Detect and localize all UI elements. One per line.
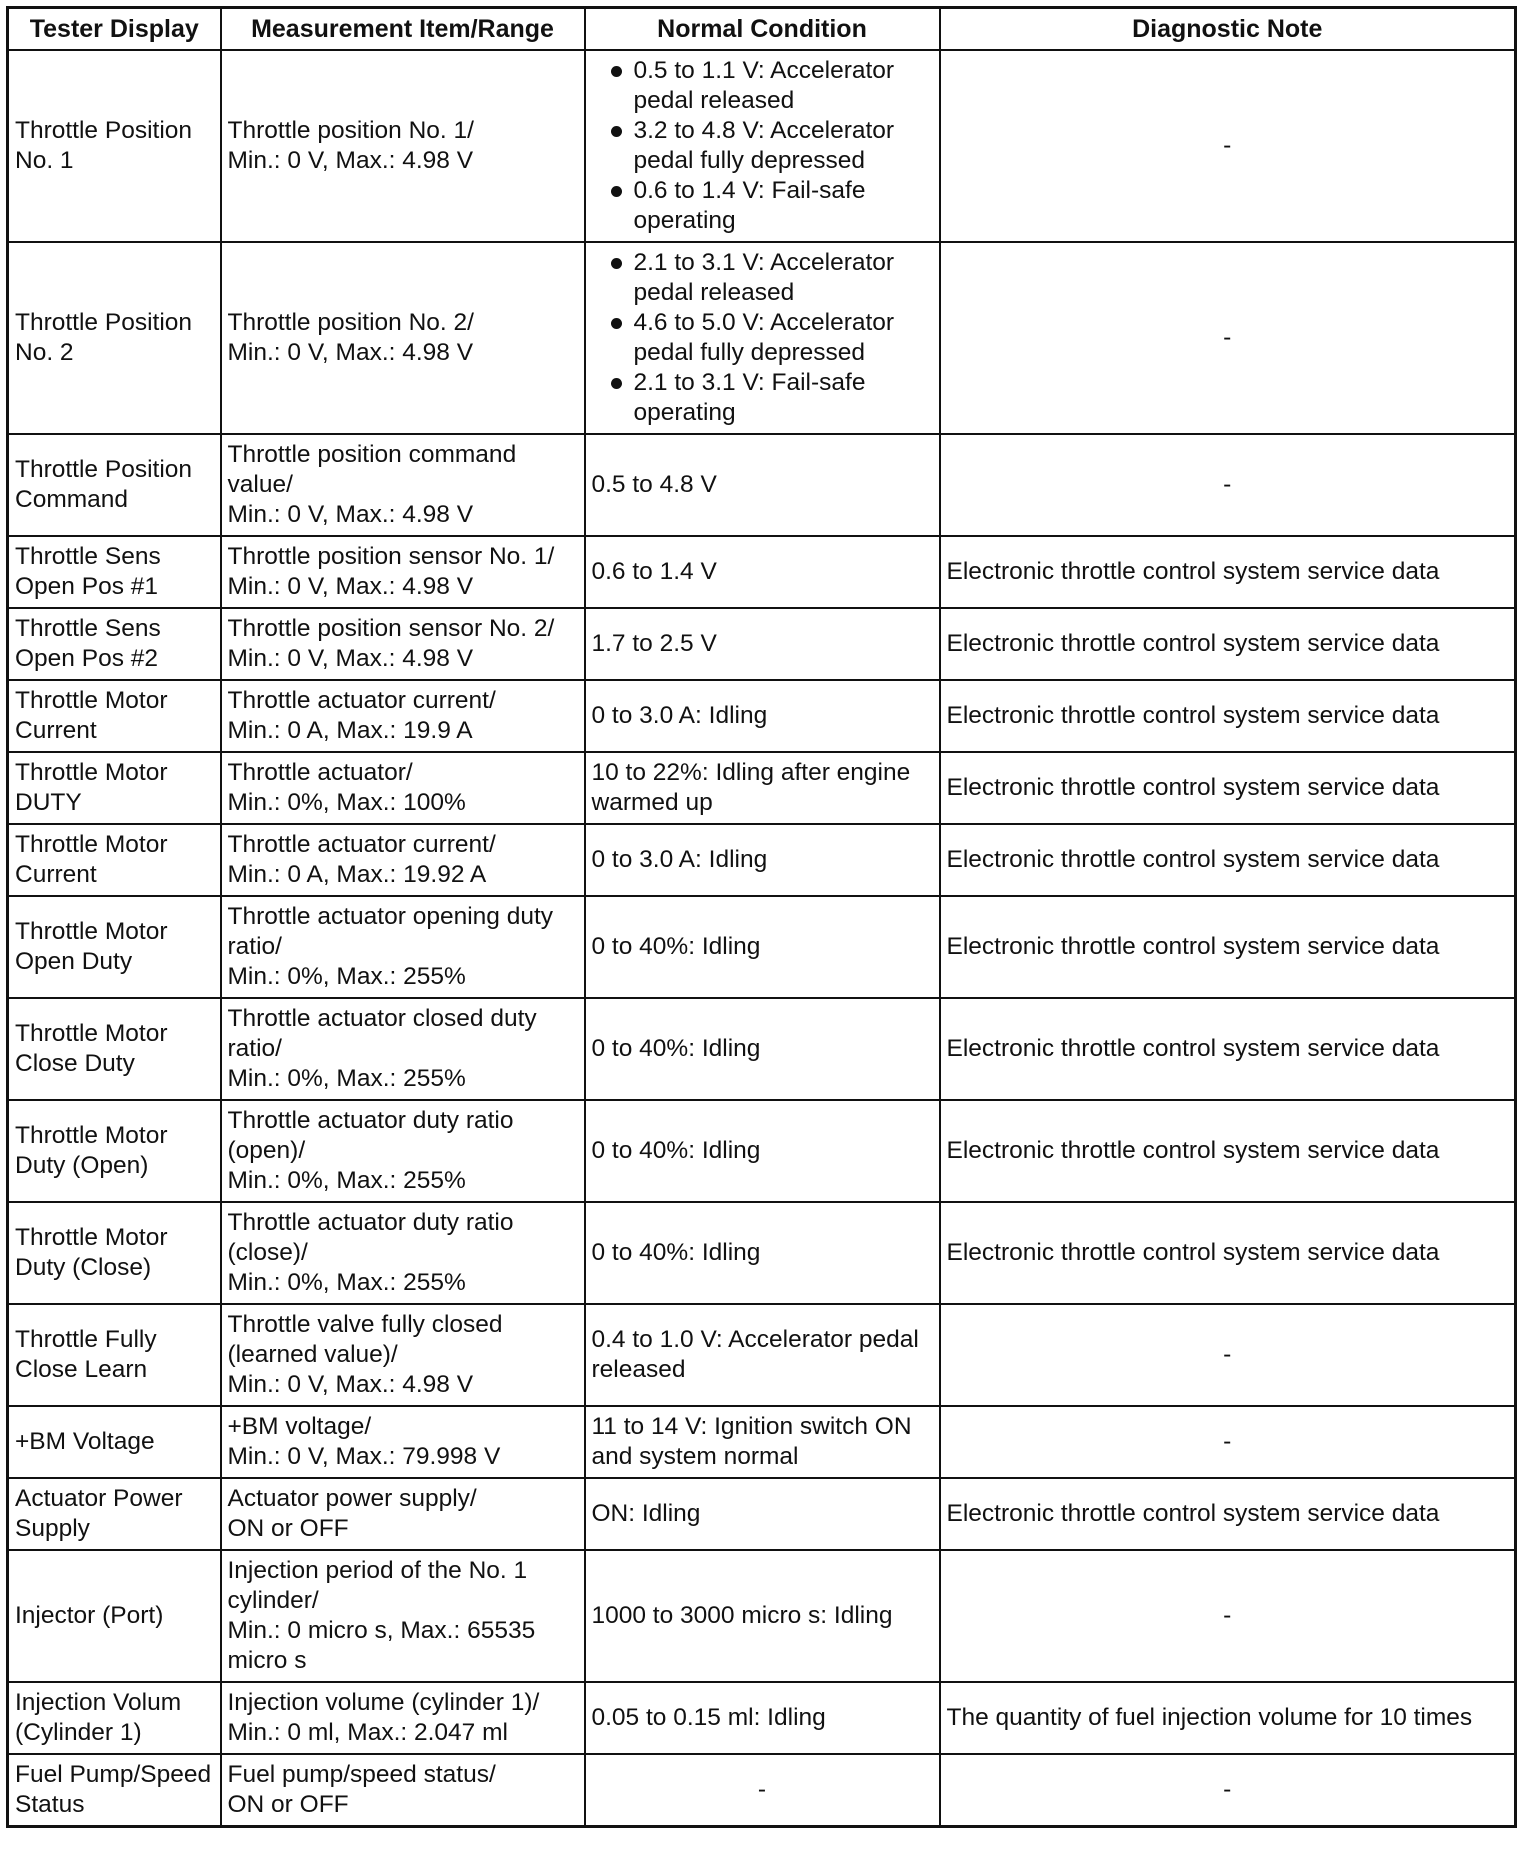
measurement-range: Min.: 0 V, Max.: 79.998 V <box>227 1443 501 1470</box>
header-normal-condition: Normal Condition <box>585 8 940 51</box>
measurement-cell <box>221 536 585 608</box>
diagnostic-note-cell: - <box>940 434 1516 536</box>
condition-list-item: 2.1 to 3.1 V: Accelerator pedal released <box>592 248 933 308</box>
diagnostic-note-cell: Electronic throttle control system service data <box>940 1100 1516 1202</box>
measurement-cell <box>221 896 585 998</box>
table-row <box>8 536 1516 608</box>
normal-condition-cell: 1000 to 3000 micro s: Idling <box>585 1550 940 1682</box>
diagnostic-note-cell: - <box>940 1304 1516 1406</box>
measurement-item: Throttle position sensor No. 2/ <box>227 615 555 642</box>
measurement-item: +BM voltage/ <box>227 1413 372 1440</box>
table-body <box>8 50 1516 1827</box>
diagnostic-note-cell: Electronic throttle control system service data <box>940 536 1516 608</box>
measurement-cell <box>221 1550 585 1682</box>
table-row <box>8 1682 1516 1754</box>
tester-display-cell: Fuel Pump/Speed Status <box>8 1754 221 1827</box>
measurement-item: Throttle actuator current/ <box>227 687 496 714</box>
table-row <box>8 608 1516 680</box>
table-row <box>8 998 1516 1100</box>
normal-condition-cell: 0 to 40%: Idling <box>585 896 940 998</box>
diagnostic-note-cell: - <box>940 50 1516 242</box>
measurement-cell <box>221 1406 585 1478</box>
tester-display-cell: Throttle Motor Duty (Open) <box>8 1100 221 1202</box>
measurement-cell <box>221 1754 585 1827</box>
tester-display-cell: Throttle Motor Open Duty <box>8 896 221 998</box>
tester-display-cell: Throttle Sens Open Pos #2 <box>8 608 221 680</box>
header-tester-display: Tester Display <box>8 8 221 51</box>
measurement-range: Min.: 0 V, Max.: 4.98 V <box>227 573 474 600</box>
normal-condition-cell: 0 to 40%: Idling <box>585 1202 940 1304</box>
tester-display-cell: Throttle Position No. 2 <box>8 242 221 434</box>
measurement-item: Injection period of the No. 1 cylinder/ <box>227 1557 528 1614</box>
measurement-cell <box>221 752 585 824</box>
measurement-cell <box>221 1682 585 1754</box>
measurement-range: Min.: 0%, Max.: 255% <box>227 963 466 990</box>
measurement-cell <box>221 434 585 536</box>
measurement-range: Min.: 0%, Max.: 255% <box>227 1167 466 1194</box>
diagnostic-note-cell: Electronic throttle control system service data <box>940 1202 1516 1304</box>
diagnostic-note-cell: Electronic throttle control system service data <box>940 752 1516 824</box>
measurement-item: Throttle position sensor No. 1/ <box>227 543 555 570</box>
table-row <box>8 1202 1516 1304</box>
measurement-item: Throttle actuator current/ <box>227 831 496 858</box>
normal-condition-cell: 0 to 40%: Idling <box>585 1100 940 1202</box>
tester-display-cell: Injector (Port) <box>8 1550 221 1682</box>
measurement-cell <box>221 242 585 434</box>
measurement-cell <box>221 50 585 242</box>
normal-condition-cell <box>585 50 940 242</box>
measurement-cell <box>221 1100 585 1202</box>
measurement-range: ON or OFF <box>227 1515 349 1542</box>
measurement-item: Throttle valve fully closed (learned value)/ <box>227 1311 503 1368</box>
measurement-range: Min.: 0%, Max.: 255% <box>227 1269 466 1296</box>
normal-condition-cell: 0.6 to 1.4 V <box>585 536 940 608</box>
normal-condition-cell: 0.05 to 0.15 ml: Idling <box>585 1682 940 1754</box>
normal-condition-cell: 0 to 3.0 A: Idling <box>585 824 940 896</box>
diagnostic-note-cell: Electronic throttle control system service data <box>940 998 1516 1100</box>
measurement-item: Throttle position No. 2/ <box>227 309 474 336</box>
normal-condition-cell <box>585 242 940 434</box>
table-row <box>8 1754 1516 1827</box>
measurement-item: Actuator power supply/ <box>227 1485 477 1512</box>
normal-condition-cell: 0.5 to 4.8 V <box>585 434 940 536</box>
measurement-item: Throttle actuator duty ratio (close)/ <box>227 1209 514 1266</box>
condition-list-item: 0.6 to 1.4 V: Fail-safe operating <box>592 176 933 236</box>
condition-list <box>592 248 933 428</box>
table-row <box>8 434 1516 536</box>
data-list-table-wrapper <box>6 6 1517 1828</box>
measurement-range: Min.: 0 micro s, Max.: 65535 micro s <box>227 1617 536 1674</box>
measurement-range: Min.: 0 V, Max.: 4.98 V <box>227 147 474 174</box>
diagnostic-note-cell: Electronic throttle control system service data <box>940 608 1516 680</box>
diagnostic-note-cell: Electronic throttle control system service data <box>940 896 1516 998</box>
tester-display-cell: Throttle Motor Current <box>8 680 221 752</box>
table-row <box>8 752 1516 824</box>
table-header-row <box>8 8 1516 51</box>
diagnostic-note-cell: - <box>940 1550 1516 1682</box>
measurement-cell <box>221 608 585 680</box>
header-measurement-item: Measurement Item/Range <box>221 8 585 51</box>
table-row <box>8 1550 1516 1682</box>
measurement-item: Throttle actuator/ <box>227 759 413 786</box>
measurement-range: Min.: 0 V, Max.: 4.98 V <box>227 501 474 528</box>
condition-list-item: 2.1 to 3.1 V: Fail-safe operating <box>592 368 933 428</box>
measurement-item: Throttle actuator duty ratio (open)/ <box>227 1107 514 1164</box>
normal-condition-cell: 0 to 3.0 A: Idling <box>585 680 940 752</box>
condition-list-item: 3.2 to 4.8 V: Accelerator pedal fully depressed <box>592 116 933 176</box>
table-row <box>8 896 1516 998</box>
diagnostic-note-cell: - <box>940 242 1516 434</box>
measurement-cell <box>221 1478 585 1550</box>
measurement-item: Throttle position command value/ <box>227 441 517 498</box>
tester-display-cell: Injection Volum (Cylinder 1) <box>8 1682 221 1754</box>
diagnostic-note-cell: The quantity of fuel injection volume for 10 times <box>940 1682 1516 1754</box>
measurement-range: ON or OFF <box>227 1791 349 1818</box>
normal-condition-cell: 0.4 to 1.0 V: Accelerator pedal released <box>585 1304 940 1406</box>
table-row <box>8 1406 1516 1478</box>
measurement-range: Min.: 0 A, Max.: 19.92 A <box>227 861 487 888</box>
normal-condition-cell: 11 to 14 V: Ignition switch ON and system normal <box>585 1406 940 1478</box>
measurement-item: Throttle position No. 1/ <box>227 117 474 144</box>
measurement-item: Throttle actuator opening duty ratio/ <box>227 903 554 960</box>
table-row <box>8 242 1516 434</box>
table-row <box>8 824 1516 896</box>
condition-list-item: 0.5 to 1.1 V: Accelerator pedal released <box>592 56 933 116</box>
tester-display-cell: Actuator Power Supply <box>8 1478 221 1550</box>
tester-display-cell: Throttle Motor Duty (Close) <box>8 1202 221 1304</box>
measurement-cell <box>221 1202 585 1304</box>
data-list-table <box>6 6 1517 1828</box>
table-row <box>8 1304 1516 1406</box>
measurement-range: Min.: 0 ml, Max.: 2.047 ml <box>227 1719 508 1746</box>
measurement-range: Min.: 0 V, Max.: 4.98 V <box>227 1371 474 1398</box>
diagnostic-note-cell: Electronic throttle control system service data <box>940 680 1516 752</box>
diagnostic-note-cell: Electronic throttle control system service data <box>940 1478 1516 1550</box>
measurement-item: Fuel pump/speed status/ <box>227 1761 496 1788</box>
normal-condition-cell: - <box>585 1754 940 1827</box>
measurement-range: Min.: 0 A, Max.: 19.9 A <box>227 717 473 744</box>
table-row <box>8 1100 1516 1202</box>
tester-display-cell: Throttle Position No. 1 <box>8 50 221 242</box>
condition-list-item: 4.6 to 5.0 V: Accelerator pedal fully depressed <box>592 308 933 368</box>
measurement-cell <box>221 680 585 752</box>
normal-condition-cell: 0 to 40%: Idling <box>585 998 940 1100</box>
table-row <box>8 1478 1516 1550</box>
tester-display-cell: Throttle Motor DUTY <box>8 752 221 824</box>
diagnostic-note-cell: - <box>940 1406 1516 1478</box>
measurement-cell <box>221 824 585 896</box>
table-row <box>8 50 1516 242</box>
condition-list <box>592 56 933 236</box>
tester-display-cell: Throttle Sens Open Pos #1 <box>8 536 221 608</box>
measurement-range: Min.: 0%, Max.: 255% <box>227 1065 466 1092</box>
diagnostic-note-cell: - <box>940 1754 1516 1827</box>
tester-display-cell: Throttle Motor Close Duty <box>8 998 221 1100</box>
tester-display-cell: Throttle Fully Close Learn <box>8 1304 221 1406</box>
normal-condition-cell: ON: Idling <box>585 1478 940 1550</box>
measurement-cell <box>221 1304 585 1406</box>
table-row <box>8 680 1516 752</box>
normal-condition-cell: 10 to 22%: Idling after engine warmed up <box>585 752 940 824</box>
tester-display-cell: Throttle Motor Current <box>8 824 221 896</box>
tester-display-cell: Throttle Position Command <box>8 434 221 536</box>
measurement-item: Throttle actuator closed duty ratio/ <box>227 1005 537 1062</box>
measurement-range: Min.: 0 V, Max.: 4.98 V <box>227 339 474 366</box>
diagnostic-note-cell: Electronic throttle control system service data <box>940 824 1516 896</box>
measurement-range: Min.: 0%, Max.: 100% <box>227 789 466 816</box>
measurement-range: Min.: 0 V, Max.: 4.98 V <box>227 645 474 672</box>
tester-display-cell: +BM Voltage <box>8 1406 221 1478</box>
measurement-item: Injection volume (cylinder 1)/ <box>227 1689 540 1716</box>
normal-condition-cell: 1.7 to 2.5 V <box>585 608 940 680</box>
measurement-cell <box>221 998 585 1100</box>
header-diagnostic-note: Diagnostic Note <box>940 8 1516 51</box>
